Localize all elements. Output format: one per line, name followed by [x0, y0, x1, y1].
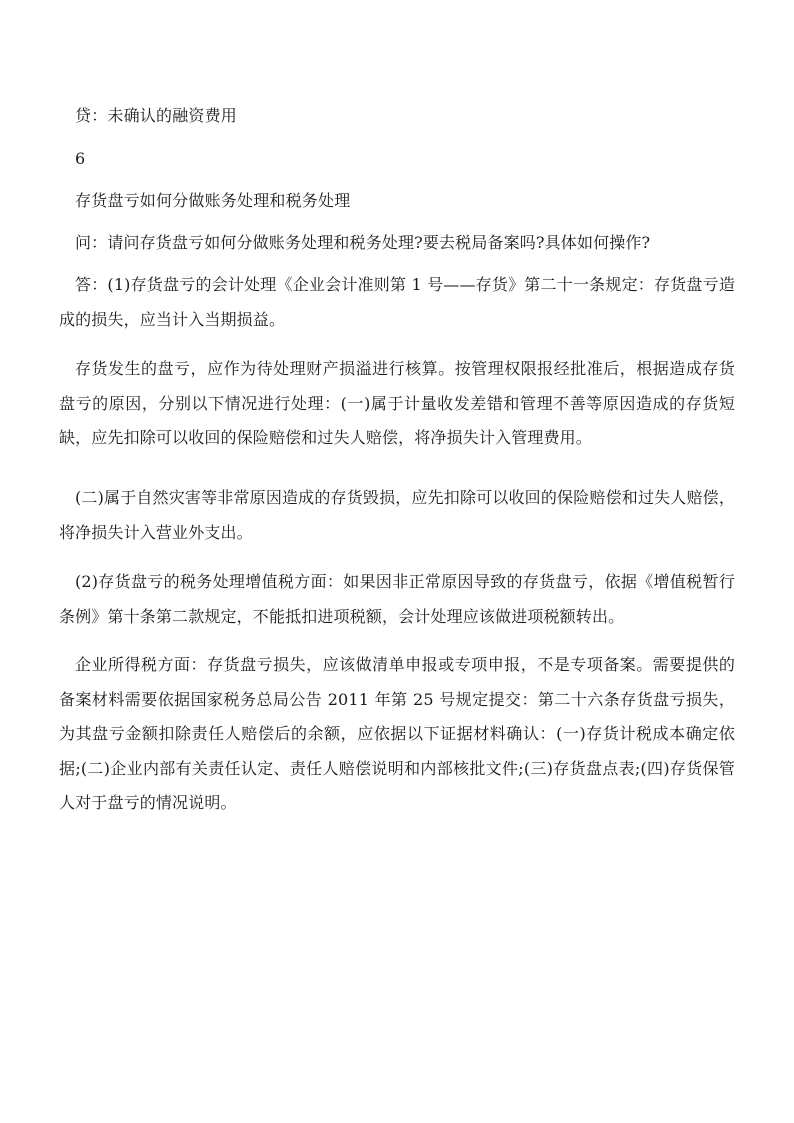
question-paragraph: 问：请问存货盘亏如何分做账务处理和税务处理?要去税局备案吗?具体如何操作?: [75, 233, 651, 252]
inventory-loss-handling-paragraph: 存货发生的盘亏，应作为待处理财产损溢进行核算。按管理权限报经批准后，根据造成存货盘亏的原因，分别以下情况进行处理：(一)属于计量收发差错和管理不善等原因造成的存货短缺，应先扣除可以收回的保险赔偿和过失人赔偿，将净损失计入管理费用。: [59, 359, 735, 447]
natural-disaster-paragraph: (二)属于自然灾害等非常原因造成的存货毁损，应先扣除可以收回的保险赔偿和过失人赔偿，将净损失计入营业外支出。: [59, 488, 735, 542]
section-number: 6: [75, 149, 86, 168]
answer-accounting-paragraph: 答：(1)存货盘亏的会计处理《企业会计准则第 1 号——存货》第二十一条规定：存货盘亏造成的损失，应当计入当期损益。: [59, 275, 735, 329]
income-tax-paragraph: 企业所得税方面：存货盘亏损失，应该做清单申报或专项申报，不是专项备案。需要提供的备案材料需要依据国家税务总局公告 2011 年第 25 号规定提交：第二十六条存货盘亏损失，为其盘亏金额扣除责任人赔偿后的余额，应依据以下证据材料确认：(一)存货计税成本确定依据;(二)企业内部有关责任认定、责任人赔偿说明和内部核批文件;(三)存货盘点表;(四)存货保管人对于盘亏的情况说明。: [59, 655, 735, 812]
section-title: 存货盘亏如何分做账务处理和税务处理: [75, 191, 351, 210]
credit-entry-line: 贷：未确认的融资费用: [75, 106, 238, 125]
vat-treatment-paragraph: (2)存货盘亏的税务处理增值税方面：如果因非正常原因导致的存货盘亏，依据《增值税暂行条例》第十条第二款规定，不能抵扣进项税额，会计处理应该做进项税额转出。: [59, 572, 735, 626]
